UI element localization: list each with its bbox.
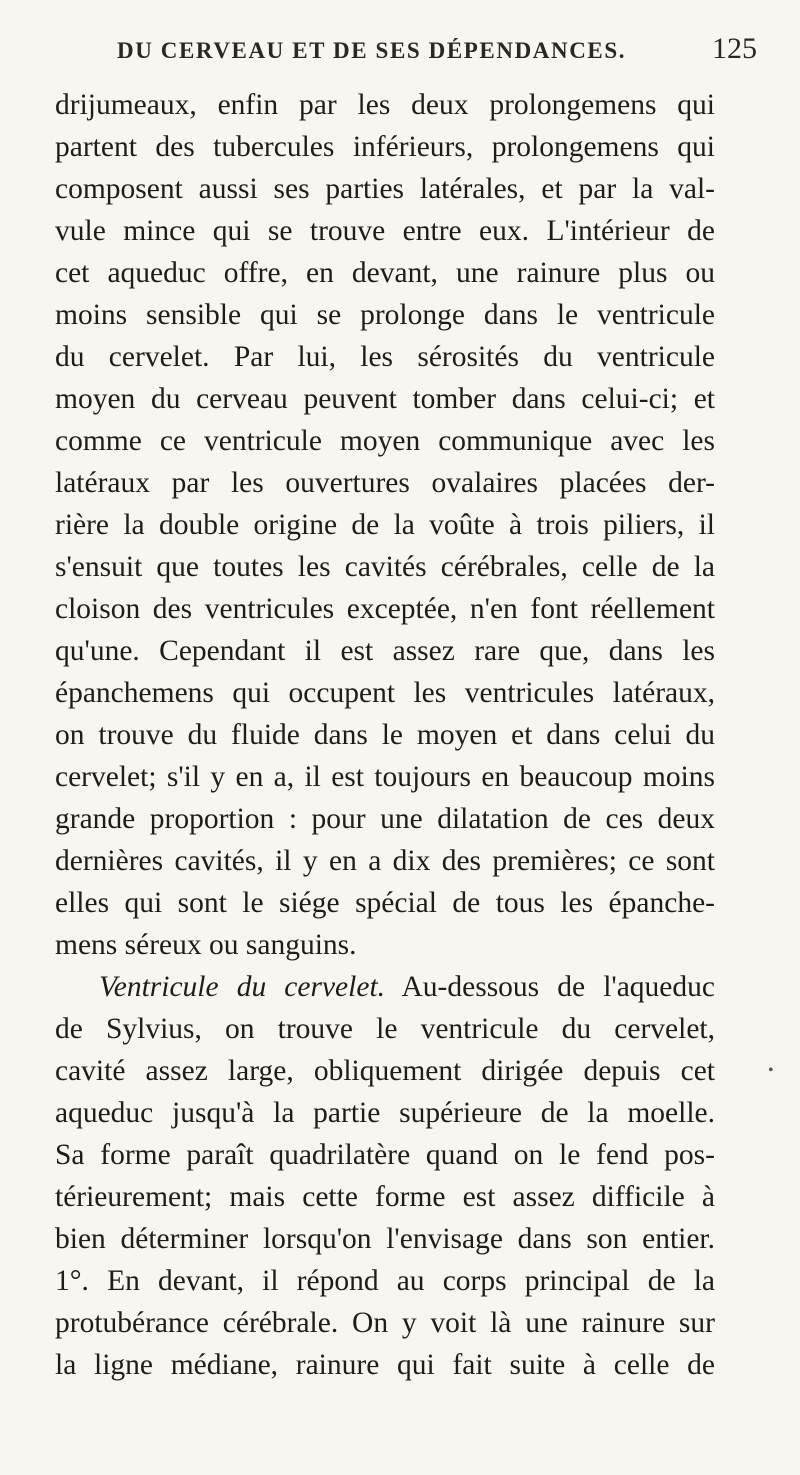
text-line: cavité assez large, obliquement dirigée depuis cet xyxy=(55,1055,715,1087)
text-line: cloison des ventricules exceptée, n'en font réellement xyxy=(55,593,715,625)
running-title: DU CERVEAU ET DE SES DÉPENDANCES. xyxy=(117,38,627,63)
text-line: partent des tubercules inférieurs, prolongemens qui xyxy=(55,131,715,163)
text-line: bien déterminer lorsqu'on l'envisage dans son entier. xyxy=(55,1223,715,1255)
text-line: grande proportion : pour une dilatation de ces deux xyxy=(55,803,715,835)
text-line: cet aqueduc offre, en devant, une rainure plus ou xyxy=(55,257,715,289)
text-line: 1°. En devant, il répond au corps principal de la xyxy=(55,1265,715,1297)
text-line: protubérance cérébrale. On y voit là une rainure sur xyxy=(55,1307,715,1339)
text-line: composent aussi ses parties latérales, et par la val- xyxy=(55,173,715,205)
text-line: mens séreux ou sanguins. xyxy=(55,929,357,961)
text-line: rière la double origine de la voûte à trois piliers, il xyxy=(55,509,715,541)
text-line: s'ensuit que toutes les cavités cérébrales, celle de la xyxy=(55,551,715,583)
text-line: du cervelet. Par lui, les sérosités du ventricule xyxy=(55,341,715,373)
page-header xyxy=(0,32,800,78)
text-line: la ligne médiane, rainure qui fait suite à celle de xyxy=(55,1349,715,1381)
text-line: de Sylvius, on trouve le ventricule du cervelet, xyxy=(55,1013,715,1045)
page-number: 125 xyxy=(712,32,757,65)
text-line: on trouve du fluide dans le moyen et dans celui du xyxy=(55,719,715,751)
text-line: térieurement; mais cette forme est assez difficile à xyxy=(55,1181,715,1213)
body-text xyxy=(55,84,715,1386)
text-line: moyen du cerveau peuvent tomber dans celui-ci; et xyxy=(55,383,715,415)
section-first-line xyxy=(55,966,715,1008)
text-line: latéraux par les ouvertures ovalaires placées der- xyxy=(55,467,715,499)
text-line: drijumeaux, enfin par les deux prolongemens qui xyxy=(55,89,715,121)
text-line: elles qui sont le siége spécial de tous les épanche- xyxy=(55,887,715,919)
text-line: qu'une. Cependant il est assez rare que, dans les xyxy=(55,635,715,667)
text-line: moins sensible qui se prolonge dans le ventricule xyxy=(55,299,715,331)
section-first-line-text: Au-dessous de l'aqueduc xyxy=(385,971,715,1003)
text-line: comme ce ventricule moyen communique avec les xyxy=(55,425,715,457)
text-line: dernières cavités, il y en a dix des premières; ce sont xyxy=(55,845,715,877)
text-line: vule mince qui se trouve entre eux. L'intérieur de xyxy=(55,215,715,247)
text-line: épanchemens qui occupent les ventricules latéraux, xyxy=(55,677,715,709)
text-line: Sa forme paraît quadrilatère quand on le fend pos- xyxy=(55,1139,715,1171)
section-heading: Ventricule du cervelet. xyxy=(99,971,386,1003)
text-line: aqueduc jusqu'à la partie supérieure de la moelle. xyxy=(55,1097,715,1129)
margin-mark: • xyxy=(768,1062,774,1079)
text-line: cervelet; s'il y en a, il est toujours en beaucoup moins xyxy=(55,761,715,793)
